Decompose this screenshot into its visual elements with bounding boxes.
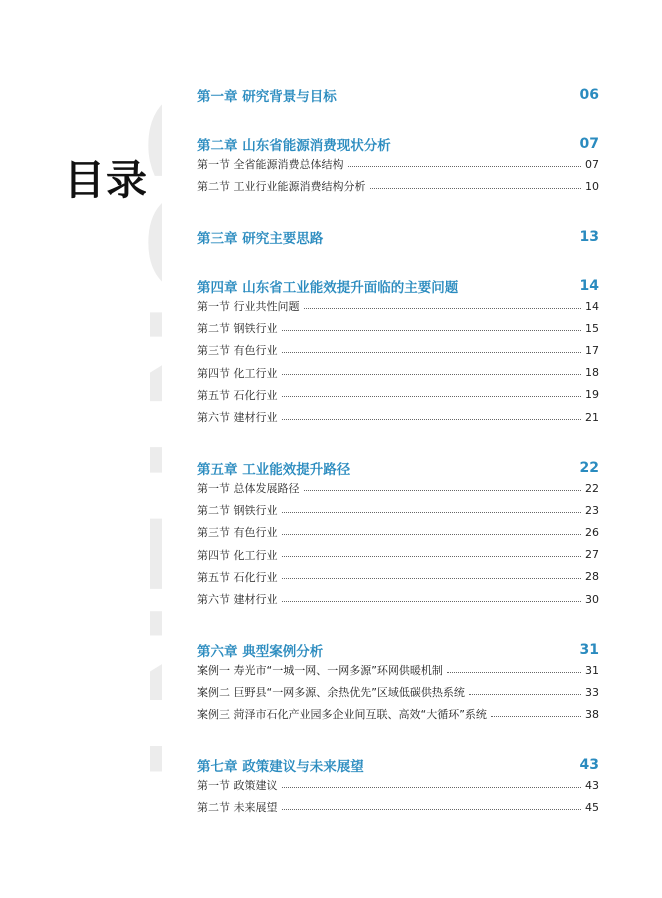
chapter-row[interactable] [197, 84, 599, 106]
section-page-number: 33 [585, 685, 599, 699]
dot-leader [282, 556, 582, 557]
dot-leader [282, 330, 582, 331]
section-page-number: 26 [585, 525, 599, 539]
section-row[interactable] [197, 408, 599, 426]
section-page-number: 19 [585, 388, 599, 402]
chapter-page-number: 13 [579, 229, 599, 245]
dot-leader [304, 308, 582, 309]
dot-leader [282, 374, 582, 375]
section-row[interactable] [197, 364, 599, 382]
section-row[interactable] [197, 479, 599, 497]
section-row[interactable] [197, 501, 599, 519]
section-page-number: 38 [585, 707, 599, 721]
section-page-number: 21 [585, 410, 599, 424]
section-title: 第二节 未来展望 [197, 801, 278, 815]
chapter-title: 第三章 研究主要思路 [197, 231, 324, 247]
section-row[interactable] [197, 319, 599, 337]
section-page-number: 28 [585, 570, 599, 584]
section-title: 第六节 建材行业 [197, 411, 278, 424]
section-title: 第五节 石化行业 [197, 570, 278, 584]
section-row[interactable] [197, 568, 599, 586]
section-title: 第一节 政策建议 [197, 779, 278, 792]
section-title: 第二节 钢铁行业 [197, 322, 278, 336]
dot-leader [282, 512, 582, 513]
dot-leader [282, 396, 582, 397]
dot-leader [282, 419, 582, 420]
page-title: 目录 [64, 156, 148, 204]
chapter-page-number: 22 [579, 460, 599, 476]
dot-leader [469, 694, 581, 695]
section-page-number: 22 [585, 481, 599, 495]
section-page-number: 27 [585, 548, 599, 562]
dot-leader [282, 601, 582, 602]
section-title: 第四节 化工行业 [197, 548, 278, 562]
dot-leader [304, 490, 582, 491]
section-row[interactable] [197, 523, 599, 541]
section-row[interactable] [197, 798, 599, 816]
chapter-title: 第六章 典型案例分析 [197, 644, 324, 660]
dot-leader [447, 672, 581, 673]
section-page-number: 10 [585, 179, 599, 193]
section-page-number: 31 [585, 663, 599, 677]
section-title: 第二节 钢铁行业 [197, 504, 278, 518]
section-row[interactable] [197, 683, 599, 701]
chapter-title: 第四章 山东省工业能效提升面临的主要问题 [197, 280, 459, 296]
section-page-number: 07 [585, 157, 599, 171]
section-page-number: 45 [585, 800, 599, 814]
section-page-number: 14 [585, 299, 599, 313]
section-page-number: 17 [585, 343, 599, 357]
section-page-number: 15 [585, 321, 599, 335]
chapter-row[interactable] [197, 133, 599, 155]
chapter-title: 第五章 工业能效提升路径 [197, 462, 351, 478]
dot-leader [282, 534, 582, 535]
chapter-page-number: 31 [579, 642, 599, 658]
chapter-row[interactable] [197, 639, 599, 661]
section-title: 第一节 行业共性问题 [197, 300, 300, 313]
chapter-row[interactable] [197, 275, 599, 297]
section-page-number: 23 [585, 503, 599, 517]
section-row[interactable] [197, 661, 599, 679]
chapter-row[interactable] [197, 226, 599, 248]
section-row[interactable] [197, 546, 599, 564]
section-row[interactable] [197, 341, 599, 359]
section-title: 第三节 有色行业 [197, 344, 278, 358]
chapter-title: 第二章 山东省能源消费现状分析 [197, 138, 391, 154]
watermark-text: CONTENT [122, 85, 162, 712]
section-row[interactable] [197, 776, 599, 794]
section-row[interactable] [197, 705, 599, 723]
section-title: 案例三 菏泽市石化产业园多企业间互联、高效“大循环”系统 [197, 708, 487, 722]
section-title: 第三节 有色行业 [197, 526, 278, 540]
section-title: 第六节 建材行业 [197, 593, 278, 606]
section-page-number: 43 [585, 778, 599, 792]
dot-leader [282, 352, 582, 353]
dot-leader [282, 809, 582, 810]
chapter-row[interactable] [197, 457, 599, 479]
section-row[interactable] [197, 386, 599, 404]
section-title: 第一节 总体发展路径 [197, 482, 300, 495]
section-title: 第五节 石化行业 [197, 388, 278, 402]
dot-leader [348, 166, 582, 167]
section-row[interactable] [197, 297, 599, 315]
section-row[interactable] [197, 590, 599, 608]
chapter-page-number: 14 [579, 278, 599, 294]
section-row[interactable] [197, 177, 599, 195]
section-title: 案例二 巨野县“一网多源、余热优先”区域低碳供热系统 [197, 686, 465, 700]
chapter-page-number: 07 [579, 136, 599, 152]
section-page-number: 18 [585, 366, 599, 380]
section-title: 案例一 寿光市“一城一网、一网多源”环网供暖机制 [197, 664, 443, 677]
dot-leader [282, 578, 582, 579]
section-title: 第四节 化工行业 [197, 366, 278, 380]
dot-leader [282, 787, 582, 788]
section-row[interactable] [197, 155, 599, 173]
chapter-page-number: 43 [579, 757, 599, 773]
section-title: 第一节 全省能源消费总体结构 [197, 158, 344, 171]
chapter-page-number: 06 [579, 87, 599, 103]
section-title: 第二节 工业行业能源消费结构分析 [197, 180, 366, 194]
chapter-title: 第七章 政策建议与未来展望 [197, 759, 364, 775]
chapter-title: 第一章 研究背景与目标 [197, 89, 337, 105]
dot-leader [370, 188, 582, 189]
chapter-row[interactable] [197, 754, 599, 776]
section-page-number: 30 [585, 592, 599, 606]
dot-leader [491, 716, 581, 717]
